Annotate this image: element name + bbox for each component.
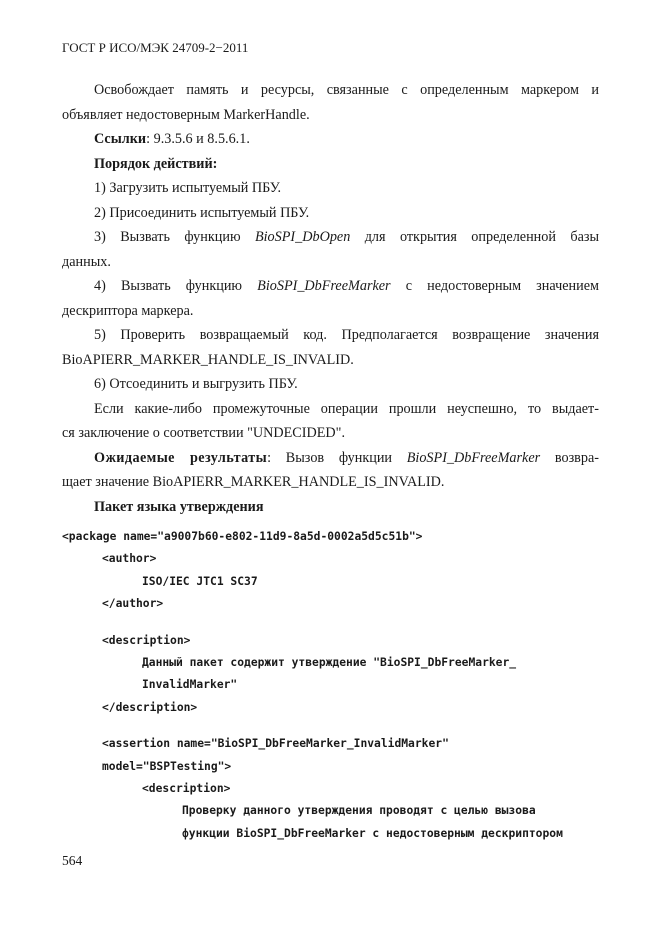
- expected-results-label: Ожидаемые результаты: [94, 449, 268, 466]
- code-gap: [62, 719, 602, 733]
- step4-function-name: BioSPI_DbFreeMarker: [257, 278, 391, 294]
- procedure-step-4-line2: дескриптора маркера.: [62, 302, 194, 319]
- code-line: Проверку данного утверждения проводят с целью вызова: [182, 804, 536, 818]
- step3-text-before: 3) Вызвать функцию: [94, 229, 255, 245]
- page-header: ГОСТ Р ИСО/МЭК 24709-2−2011: [62, 40, 249, 55]
- expected-text-after: возвра-: [540, 449, 599, 466]
- code-line: Данный пакет содержит утверждение "BioSPI_DbFreeMarker_: [142, 656, 517, 670]
- procedure-step-6: 6) Отсоединить и выгрузить ПБУ.: [94, 376, 298, 392]
- intro-paragraph-line1: Освобождает память и ресурсы, связанные с определенным маркером и: [94, 82, 599, 98]
- code-line: ISO/IEC JTC1 SC37: [142, 574, 258, 588]
- procedure-title: Порядок действий:: [94, 155, 218, 172]
- references-text: : 9.3.5.6 и 8.5.6.1.: [146, 131, 250, 147]
- expected-text-before: : Вызов функции: [267, 449, 407, 466]
- procedure-step-3-line2: данных.: [62, 253, 111, 270]
- procedure-step-5-line2: BioAPIERR_MARKER_HANDLE_IS_INVALID.: [62, 351, 354, 368]
- expected-results-line2: щает значение BioAPIERR_MARKER_HANDLE_IS_INVALID.: [62, 474, 445, 490]
- code-line: <description>: [142, 782, 231, 796]
- assertion-code-block: [62, 526, 602, 845]
- page-number: 564: [62, 853, 83, 868]
- code-gap: [62, 616, 602, 630]
- code-line: <package name="a9007b60-e802-11d9-8a5d-0002a5d5c51b">: [62, 530, 423, 543]
- procedure-step-4-line1: [62, 274, 599, 299]
- code-line: </description>: [102, 700, 198, 714]
- intro-paragraph-line2: объявляет недостоверным MarkerHandle.: [62, 106, 310, 123]
- assertion-package-title: Пакет языка утверждения: [94, 498, 264, 515]
- step3-function-name: BioSPI_DbOpen: [254, 229, 351, 245]
- procedure-step-3-line1: [62, 225, 599, 250]
- references-paragraph: [62, 127, 599, 152]
- code-line: <author>: [102, 552, 157, 566]
- code-line: model="BSPTesting">: [102, 759, 232, 773]
- document-body: [62, 78, 599, 519]
- references-label: Ссылки: [94, 131, 147, 147]
- code-line: <description>: [102, 633, 191, 647]
- code-line: <assertion name="BioSPI_DbFreeMarker_InvalidMarker": [102, 737, 449, 751]
- expected-function-name: BioSPI_DbFreeMarker: [406, 449, 541, 466]
- undecided-note-line2: ся заключение о соответствии "UNDECIDED".: [62, 425, 345, 441]
- code-line: функции BioSPI_DbFreeMarker с недостоверным дескриптором: [182, 826, 563, 840]
- procedure-step-5-line1: 5) Проверить возвращаемый код. Предполагается возвращение значения: [94, 327, 599, 343]
- procedure-step-2: 2) Присоединить испытуемый ПБУ.: [94, 204, 310, 221]
- code-line: </author>: [102, 597, 164, 611]
- step3-text-after: для открытия определенной базы: [350, 229, 600, 245]
- step4-text-before: 4) Вызвать функцию: [94, 278, 258, 294]
- procedure-step-1: 1) Загрузить испытуемый ПБУ.: [94, 180, 282, 196]
- undecided-note-line1: Если какие-либо промежуточные операции прошли неуспешно, то выдает-: [94, 400, 599, 417]
- expected-results-line1: [62, 446, 599, 471]
- code-line: InvalidMarker": [142, 678, 238, 692]
- step4-text-after: с недостоверным значением: [390, 278, 600, 294]
